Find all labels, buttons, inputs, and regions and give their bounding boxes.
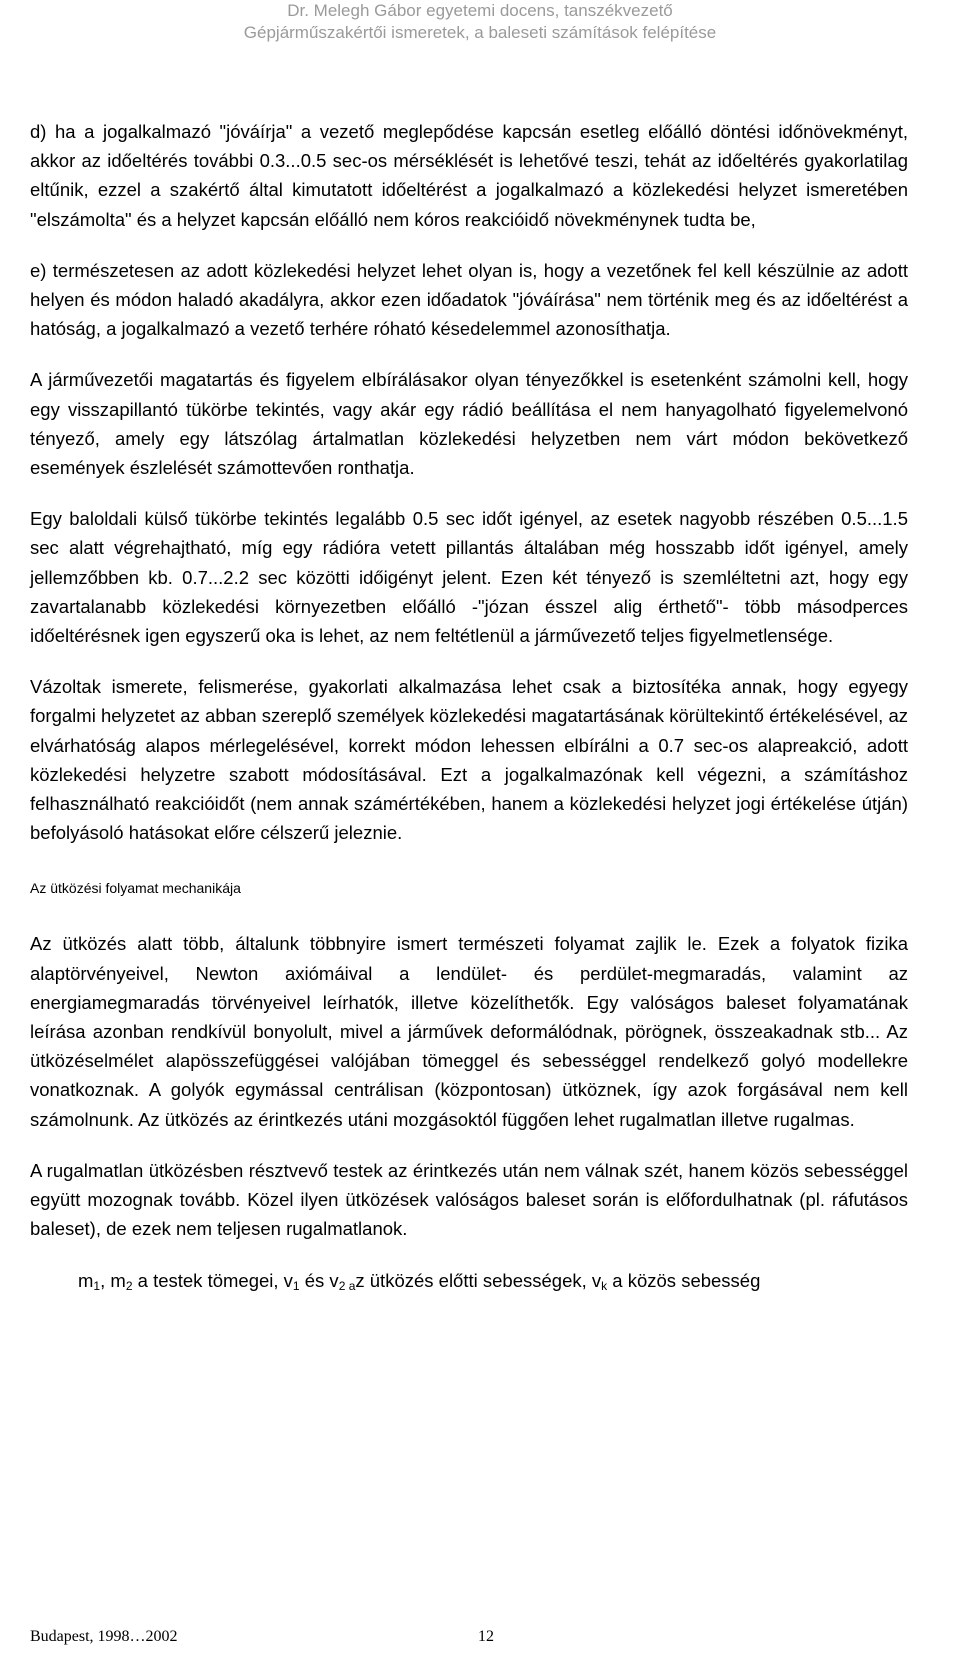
paragraph-inelastic-collision: A rugalmatlan ütközésben résztvevő testek az érintkezés után nem válnak szét, hanem közös sebességgel együtt mozognak tovább. Közel ilyen ütközések valóságos baleset során is előfordulhatnak (pl. ráfutásos baleset), de ezek nem teljesen rugalmatlanok. [30, 1159, 908, 1240]
paragraph-d: d) ha a jogalkalmazó "jóváírja" a vezető meglepődése kapcsán esetleg előálló döntési időnövekményt, akkor az időeltérés további 0.3...0.5 sec-os mérséklését is lehetővé teszi, tehát az időeltérés gyakorlatilag eltűnik, ezzel a szakértő által kimutatott időeltérést a jogalkalmazó a közlekedési helyzet ismeretében "elszámolta" és a helyzet kapcsán előálló nem kóros reakcióidő növekménynek tudta be, [30, 121, 908, 230]
footer-place-date: Budapest, 1998…2002 [30, 1628, 178, 1645]
paragraph-driver-attention: A járművezetői magatartás és figyelem elbírálásakor olyan tényezőkkel is esetenként számolni kell, hogy egy visszapillantó tükörbe tekintés, vagy akár egy rádió beállítása el nem hanyagolható figyelemelvonó tényező, amely egy látszólag ártalmatlan közlekedési helyzetben nem várt módon bekövetkező események észlelését számottevően ronthatja. [30, 369, 908, 479]
paragraph-e: e) természetesen az adott közlekedési helyzet lehet olyan is, hogy a vezetőnek fel kell készülnie az adott helyen és módon haladó akadályra, akkor ezen időadatok "jóváírása" nem történik meg és az időeltérést a hatóság, a jogalkalmazó a vezető terhére róható késedelemmel azonosíthatja. [30, 259, 908, 340]
paragraph-collision-processes: Az ütközés alatt több, általunk többnyire ismert természeti folyamat zajlik le. Ezek a folyatok fizika alaptörvényeivel, Newton axiómáival a lendület- és perdület-megmaradás, valamint az energiamegmaradás törvényeivel leírhatók, illetve közelíthetők. Egy valóságos baleset folyamatának leírása azonban rendkívül bonyolult, mivel a járművek deformálódnak, pörögnek, összeakadnak stb... Az ütközéselmélet alapösszefüggései valójában tömeggel és sebességgel rendelkező golyó modellekre vonatkoznak. A golyók egymással centrálisan (központosan) ütköznek, így azok forgásával nem kell számolnunk. Az ütközés az érintkezés utáni mozgásoktól függően lehet rugalmatlan illetve rugalmas. [30, 933, 908, 1130]
section-title: Az ütközési folyamat mechanikája [30, 880, 241, 897]
document-body [30, 117, 908, 1301]
paragraph-assessment: Vázoltak ismerete, felismerése, gyakorlati alkalmazása lehet csak a biztosítéka annak, hogy egyegy forgalmi helyzetet az abban szereplő személyek közlekedési magatartásának körültekintő értékelésével, az elvárhatóság alapos mérlegelésével, korrekt módon lehessen elbírálni a 0.7 sec-os alapreakció, adott közlekedési helyzetre szabott módosításával. Ezt a jogalkalmazónak kell végezni, a számításhoz felhasználható reakcióidőt (nem annak számértékében, hanem a közlekedési helyzet jogi értékelése útján) befolyásoló hatásokat előre célszerű jeleznie. [30, 676, 908, 844]
variable-definitions: $m_1$, $m_2$ a testek tömegei, $v_1$ és $v_{2 a}z$ ütközés előtti sebességek, $v_k$ a közös sebesség [78, 1269, 761, 1293]
header-subtitle: Gépjárműszakértői ismeretek, a baleseti számítások felépítése [243, 23, 717, 42]
paragraph-mirror-radio: Egy baloldali külső tükörbe tekintés legalább 0.5 sec időt igényel, az esetek nagyobb részében 0.5...1.5 sec alatt végrehajtható, míg egy rádióra vetett pillantás általában még hosszabb időt igényel, amely jellemzőbben kb. 0.7...2.2 sec közötti időigényt jelent. Ezen két tényező is szemléltetni azt, hogy egy zavartalanabb közlekedési környezetben előálló -"józan ésszel alig érthető"- több másodperces időeltérésnek igen egyszerű oka is lehet, az nem feltétlenül a járművezető teljes figyelmetlensége. [30, 508, 908, 647]
header-author: Dr. Melegh Gábor egyetemi docens, tanszékvezető [287, 1, 673, 20]
page-number: 12 [478, 1628, 494, 1645]
page-header [0, 0, 960, 44]
